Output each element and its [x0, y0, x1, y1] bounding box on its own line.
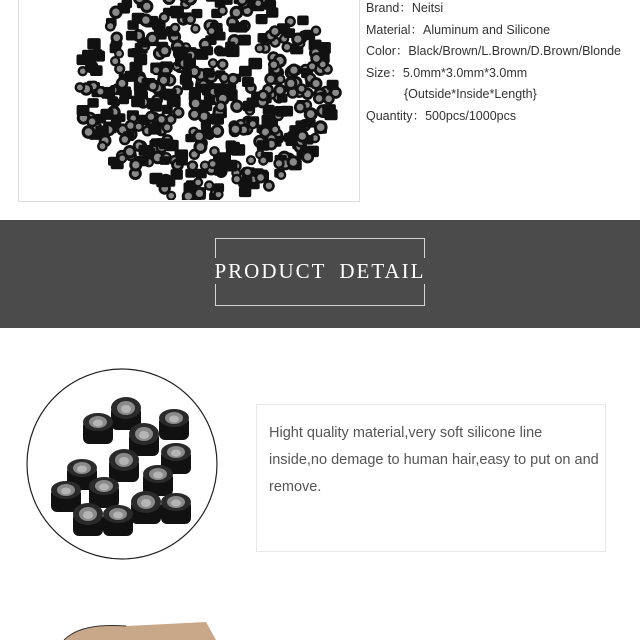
bead [165, 140, 179, 152]
bead [163, 89, 177, 101]
bead [127, 20, 138, 30]
bead [257, 140, 270, 151]
bead [73, 503, 103, 536]
bead [109, 6, 122, 19]
silicone-beads-pile-image [67, 0, 347, 200]
spec-color [366, 41, 640, 63]
spec-quantity [366, 106, 640, 128]
bead [189, 97, 203, 111]
bead [185, 14, 196, 25]
bead [193, 187, 206, 200]
bead [227, 73, 239, 85]
bead [87, 98, 98, 108]
bead [204, 180, 214, 190]
bead [162, 175, 176, 187]
bead [162, 105, 173, 114]
beads-closeup-image [26, 368, 218, 560]
bead [83, 413, 113, 444]
bead [217, 59, 229, 71]
spec-material-value: Aluminum and Silicone [422, 22, 551, 37]
bead [148, 123, 161, 134]
bead [256, 14, 268, 24]
bead [257, 89, 269, 101]
bead [209, 146, 220, 157]
bead [77, 105, 90, 116]
bead [268, 59, 280, 71]
bead [231, 144, 245, 156]
bead [103, 505, 133, 536]
bead [160, 156, 170, 165]
spec-quantity-value: 500pcs/1000pcs [425, 108, 517, 123]
bead [97, 141, 108, 152]
bead [327, 80, 339, 90]
bead [139, 13, 152, 26]
bead [97, 126, 108, 135]
bead [230, 100, 243, 113]
bead [150, 173, 163, 184]
banner-title: PRODUCT DETAIL [182, 258, 458, 284]
bead [203, 68, 215, 78]
bead [304, 107, 318, 121]
bead [217, 5, 228, 16]
bead [287, 64, 300, 77]
bead [284, 77, 297, 90]
bead [275, 74, 285, 84]
bead [75, 82, 86, 93]
bead [159, 409, 189, 440]
bead [258, 155, 268, 165]
bead [176, 155, 188, 165]
bead [171, 7, 184, 18]
bead [282, 42, 293, 53]
bead [117, 153, 127, 163]
bead [147, 98, 160, 109]
bead [87, 38, 100, 49]
bead [162, 0, 175, 5]
spec-material-label: Material ： [366, 23, 423, 37]
bead [314, 120, 328, 134]
bead [90, 65, 103, 76]
bead [208, 58, 218, 68]
bead [310, 52, 322, 64]
bead [131, 491, 161, 524]
spec-color-value: Black/Brown/L.Brown/D.Brown/Blonde [408, 44, 621, 58]
bead [311, 26, 322, 37]
bead [264, 0, 276, 10]
bead [181, 70, 192, 79]
spec-size [366, 63, 640, 85]
bead [295, 120, 306, 129]
bead [296, 130, 309, 143]
bead [322, 104, 336, 116]
bead [214, 85, 225, 94]
spec-brand [366, 0, 640, 20]
bead [129, 423, 159, 456]
bead [114, 49, 124, 59]
spec-quantity-label: Quantity ： [366, 109, 425, 123]
spec-size-label: Size ： [366, 66, 403, 80]
bead [161, 493, 191, 524]
bead [229, 123, 242, 136]
bead [207, 114, 218, 123]
spec-material [366, 20, 640, 42]
bead [202, 46, 213, 55]
bead [174, 47, 187, 58]
bead [170, 23, 181, 34]
bead [242, 77, 254, 87]
bead [275, 106, 286, 116]
bead [276, 170, 286, 180]
bead [111, 32, 123, 44]
bead [235, 22, 247, 32]
bead [190, 24, 200, 34]
bead [198, 84, 209, 93]
bead [114, 63, 125, 74]
spec-color-label: Color ： [366, 44, 408, 58]
bead [139, 145, 152, 156]
bead [255, 43, 265, 53]
bead [274, 84, 287, 97]
spec-size-note [366, 84, 640, 106]
bead [82, 125, 96, 139]
spec-size-value: 5.0mm*3.0mm*3.0mm [402, 65, 528, 80]
bead [158, 44, 171, 57]
bead [119, 134, 131, 146]
bead [122, 0, 133, 8]
bead [129, 158, 142, 171]
bead [273, 158, 284, 169]
bead [242, 167, 253, 178]
bead [100, 109, 113, 120]
spec-brand-label: Brand ： [366, 1, 412, 15]
bead [214, 166, 226, 176]
bead [214, 183, 225, 192]
spec-list [366, 0, 640, 127]
bead [89, 477, 119, 508]
bead [159, 12, 170, 23]
bead [301, 150, 314, 163]
bead [111, 119, 121, 128]
bead [239, 187, 251, 198]
bead [206, 0, 218, 2]
bead [262, 115, 275, 126]
bead [207, 26, 217, 36]
spec-size-note-text: {Outside*Inside*Length} [404, 87, 537, 101]
spec-brand-value: Neitsi [411, 1, 444, 15]
bead [105, 21, 116, 32]
bead [131, 96, 145, 108]
bead [297, 16, 309, 26]
bead [247, 98, 259, 108]
bead [133, 121, 144, 132]
bead [248, 58, 262, 70]
bead [323, 93, 335, 105]
bead [196, 169, 207, 179]
description-box [256, 404, 606, 552]
bead [193, 140, 207, 154]
bead [296, 83, 307, 94]
bead [92, 51, 105, 62]
bead [255, 172, 267, 184]
bead [107, 96, 118, 105]
bead [310, 77, 323, 90]
bead [126, 31, 137, 41]
description-text: Hight quality material,very soft silicone line inside,no demage to human hair,easy to put on and remove. [269, 425, 599, 495]
bead [240, 177, 252, 187]
bead [291, 33, 304, 46]
next-product-image [56, 620, 216, 640]
bead [215, 101, 227, 113]
bead [109, 449, 139, 482]
bead [116, 77, 129, 90]
bead [246, 155, 256, 165]
bead [145, 111, 157, 123]
bead [193, 177, 203, 187]
bead [108, 157, 118, 166]
bead [147, 80, 159, 92]
bead [226, 45, 240, 57]
bead [269, 25, 281, 37]
product-detail-banner [0, 220, 640, 328]
product-image-frame [18, 0, 360, 202]
